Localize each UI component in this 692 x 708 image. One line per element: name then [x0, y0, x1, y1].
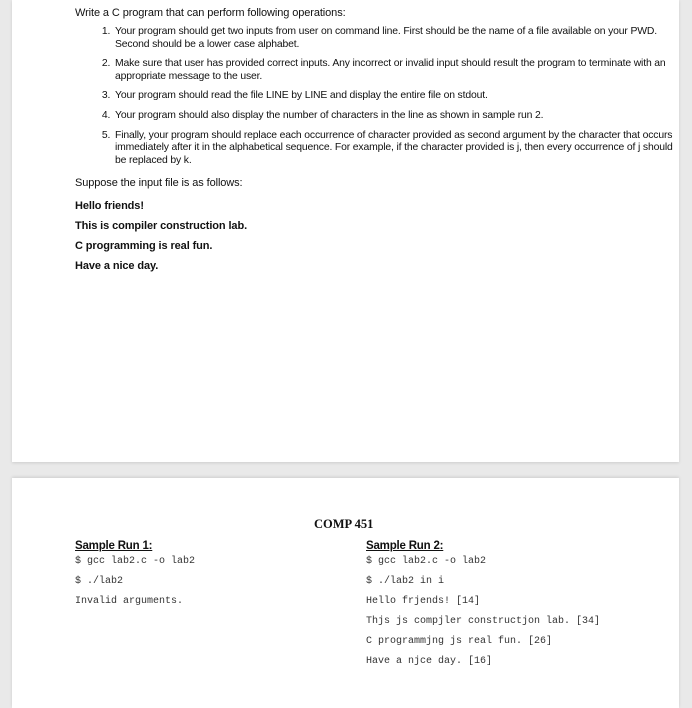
- input-file-heading: Suppose the input file is as follows:: [75, 177, 243, 189]
- file-line: Have a nice day.: [75, 260, 159, 272]
- intro-text: Write a C program that can perform following operations:: [75, 7, 346, 19]
- task-item: 1. Your program should get two inputs from user on command line. First should be the name of a file available on your PWD. Second should be a lower case alphabet.: [113, 26, 673, 51]
- task-item: 3. Your program should read the file LINE by LINE and display the entire file on stdout.: [113, 90, 673, 103]
- sample-run-1-title: Sample Run 1:: [75, 540, 153, 552]
- terminal-line: $ ./lab2 in i: [366, 576, 445, 587]
- terminal-line: $ ./lab2: [75, 576, 124, 587]
- sample-runs-page: [12, 478, 679, 708]
- terminal-line: Invalid arguments.: [75, 596, 184, 607]
- input-file-lines: [75, 196, 247, 276]
- terminal-line: $ gcc lab2.c -o lab2: [366, 556, 487, 567]
- file-line: C programming is real fun.: [75, 240, 213, 252]
- file-line: Hello friends!: [75, 200, 144, 212]
- sample-run-2-title: Sample Run 2:: [366, 540, 444, 552]
- task-item: 4. Your program should also display the number of characters in the line as shown in sample run 2.: [113, 110, 673, 123]
- terminal-line: Hello frjends! [14]: [366, 596, 481, 607]
- file-line: This is compiler construction lab.: [75, 220, 248, 232]
- sample-run-1-output: [75, 556, 195, 607]
- sample-run-2: [366, 540, 616, 676]
- assignment-page: [12, 0, 679, 462]
- terminal-line: $ gcc lab2.c -o lab2: [75, 556, 196, 567]
- sample-run-2-output: [366, 556, 616, 667]
- sample-run-1: [75, 540, 195, 616]
- terminal-line: C programmjng js real fun. [26]: [366, 636, 553, 647]
- task-item: 5. Finally, your program should replace each occurrence of character provided as second argument by the character that occurs immediately after it in the alphabetical sequence. For example, if the character provided is j, then every occurrence of j should be replaced by k.: [113, 130, 673, 168]
- terminal-line: Thjs js compjler constructjon lab. [34]: [366, 616, 601, 627]
- course-code: COMP 451: [314, 517, 374, 531]
- task-list: [75, 26, 673, 174]
- task-item: 2. Make sure that user has provided correct inputs. Any incorrect or invalid input should result the program to terminate with an appropriate message to the user.: [113, 58, 673, 83]
- terminal-line: Have a njce day. [16]: [366, 656, 493, 667]
